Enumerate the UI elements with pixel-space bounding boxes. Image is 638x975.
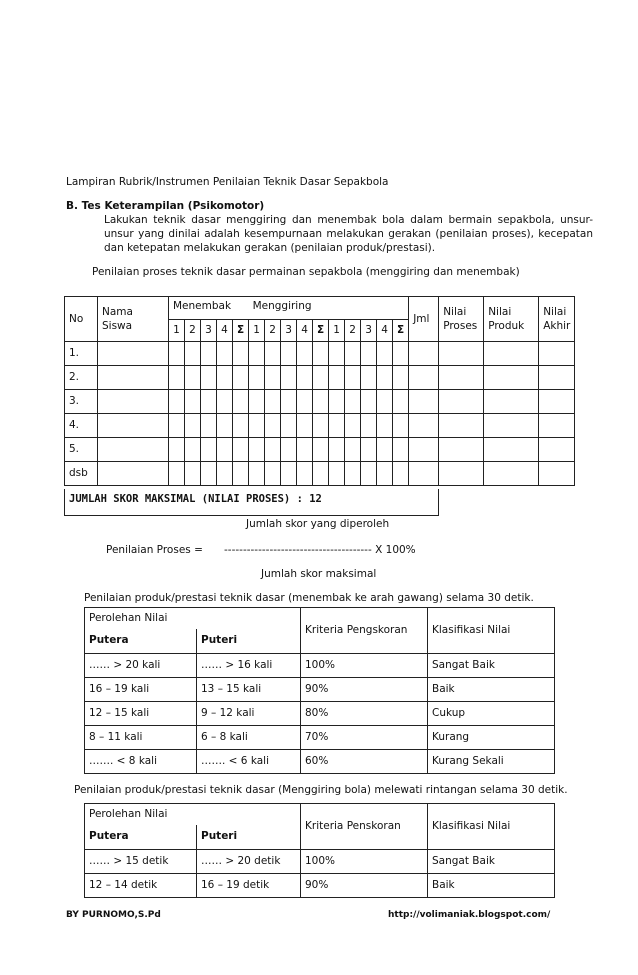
- putera-header: Putera: [85, 629, 197, 654]
- score-cell: [329, 438, 345, 462]
- score-cell: [281, 366, 297, 390]
- score-cell: [233, 462, 249, 486]
- sub-header-sigma: Σ: [393, 320, 409, 342]
- score-cell: [98, 462, 169, 486]
- score-cell: [539, 366, 575, 390]
- sub-header-1: 1: [329, 320, 345, 342]
- process-table: [64, 296, 575, 486]
- sub-header-2: 2: [265, 320, 281, 342]
- score-cell: [361, 390, 377, 414]
- kriteria-header: Kriteria Penskoran: [301, 804, 428, 850]
- score-cell: [439, 462, 484, 486]
- putera-value: …… > 15 detik: [85, 850, 197, 874]
- col-nilai-produk-header: Nilai Produk: [484, 297, 539, 342]
- score-cell: [297, 390, 313, 414]
- score-cell: [185, 414, 201, 438]
- score-cell: [329, 342, 345, 366]
- sub-header-4: 4: [297, 320, 313, 342]
- formula-fraction-line: --------------------------------------- X 100%: [224, 544, 416, 556]
- table-row: [65, 438, 575, 462]
- kriteria-value: 90%: [301, 678, 428, 702]
- score-cell: [265, 438, 281, 462]
- klasifikasi-value: Kurang Sekali: [428, 750, 555, 774]
- score-cell: [281, 390, 297, 414]
- score-cell: [201, 366, 217, 390]
- score-cell: [393, 342, 409, 366]
- score-cell: [98, 366, 169, 390]
- score-cell: [409, 414, 439, 438]
- score-cell: [233, 342, 249, 366]
- row-number: 4.: [65, 414, 98, 438]
- sub-header-sigma: Σ: [313, 320, 329, 342]
- putera-value: 16 – 19 kali: [85, 678, 197, 702]
- klasifikasi-value: Baik: [428, 874, 555, 898]
- score-cell: [249, 462, 265, 486]
- score-cell: [281, 414, 297, 438]
- score-cell: [98, 438, 169, 462]
- table-row: [65, 462, 575, 486]
- score-cell: [249, 438, 265, 462]
- score-cell: [377, 342, 393, 366]
- col-name-header: Nama Siswa: [98, 297, 169, 342]
- score-cell: [393, 366, 409, 390]
- score-cell: [217, 390, 233, 414]
- score-cell: [297, 366, 313, 390]
- table-row: [85, 678, 555, 702]
- score-cell: [484, 414, 539, 438]
- table-row: [65, 366, 575, 390]
- putera-value: 12 – 15 kali: [85, 702, 197, 726]
- sub-header-2: 2: [185, 320, 201, 342]
- score-cell: [345, 438, 361, 462]
- putera-value: 8 – 11 kali: [85, 726, 197, 750]
- kriteria-header: Kriteria Pengskoran: [301, 608, 428, 654]
- score-cell: [233, 414, 249, 438]
- score-cell: [169, 390, 185, 414]
- max-score-text: JUMLAH SKOR MAKSIMAL (NILAI PROSES) : 12: [69, 493, 322, 505]
- score-cell: [484, 366, 539, 390]
- score-cell: [329, 414, 345, 438]
- klasifikasi-value: Baik: [428, 678, 555, 702]
- score-cell: [393, 438, 409, 462]
- score-cell: [297, 342, 313, 366]
- formula-denominator: Jumlah skor maksimal: [261, 568, 377, 580]
- score-cell: [265, 342, 281, 366]
- score-cell: [169, 414, 185, 438]
- klasifikasi-value: Cukup: [428, 702, 555, 726]
- kriteria-value: 90%: [301, 874, 428, 898]
- score-cell: [265, 390, 281, 414]
- score-cell: [169, 366, 185, 390]
- score-cell: [439, 366, 484, 390]
- score-cell: [377, 414, 393, 438]
- score-cell: [249, 414, 265, 438]
- sub-header-3: 3: [201, 320, 217, 342]
- score-cell: [484, 462, 539, 486]
- score-cell: [539, 390, 575, 414]
- score-cell: [377, 438, 393, 462]
- row-number: 5.: [65, 438, 98, 462]
- sub-header-4: 4: [217, 320, 233, 342]
- puteri-value: 13 – 15 kali: [197, 678, 301, 702]
- score-cell: [409, 366, 439, 390]
- score-cell: [361, 438, 377, 462]
- klasifikasi-header: Klasifikasi Nilai: [428, 804, 555, 850]
- puteri-value: 6 – 8 kali: [197, 726, 301, 750]
- putera-value: 12 – 14 detik: [85, 874, 197, 898]
- score-cell: [313, 366, 329, 390]
- score-cell: [217, 342, 233, 366]
- table-row: [65, 414, 575, 438]
- score-cell: [233, 438, 249, 462]
- page-heading: Lampiran Rubrik/Instrumen Penilaian Teknik Dasar Sepakbola: [66, 176, 389, 188]
- putera-value: ……. < 8 kali: [85, 750, 197, 774]
- score-cell: [345, 462, 361, 486]
- score-cell: [217, 438, 233, 462]
- score-cell: [185, 342, 201, 366]
- product-table-2: [84, 803, 555, 898]
- row-number: 2.: [65, 366, 98, 390]
- sub-header-2: 2: [345, 320, 361, 342]
- score-cell: [329, 366, 345, 390]
- score-cell: [249, 342, 265, 366]
- table-row: [65, 390, 575, 414]
- puteri-header: Puteri: [197, 629, 301, 654]
- score-cell: [393, 414, 409, 438]
- instruction-paragraph: Lakukan teknik dasar menggiring dan menembak bola dalam bermain sepakbola, unsur-unsur yang dinilai adalah kesempurnaan melakukan gerakan (penilaian proses), kecepatan dan ketepatan melakukan gerakan (penilaian produk/prestasi).: [104, 214, 593, 254]
- score-cell: [201, 462, 217, 486]
- score-cell: [361, 366, 377, 390]
- kriteria-value: 70%: [301, 726, 428, 750]
- score-cell: [377, 462, 393, 486]
- table-row: [85, 702, 555, 726]
- score-cell: [329, 462, 345, 486]
- score-cell: [185, 438, 201, 462]
- table-row: [85, 654, 555, 678]
- perolehan-nilai-header: Perolehan Nilai: [85, 608, 301, 629]
- score-cell: [281, 462, 297, 486]
- score-cell: [265, 414, 281, 438]
- score-cell: [539, 414, 575, 438]
- sub-header-3: 3: [281, 320, 297, 342]
- score-cell: [345, 414, 361, 438]
- score-cell: [439, 438, 484, 462]
- section-title: B. Tes Keterampilan (Psikomotor): [66, 200, 265, 212]
- score-cell: [265, 462, 281, 486]
- putera-header: Putera: [85, 825, 197, 850]
- sub-header-1: 1: [169, 320, 185, 342]
- klasifikasi-value: Kurang: [428, 726, 555, 750]
- klasifikasi-value: Sangat Baik: [428, 850, 555, 874]
- score-cell: [185, 366, 201, 390]
- max-score-box: [64, 489, 439, 516]
- col-menggiring-header: Menggiring: [249, 297, 409, 320]
- score-cell: [361, 462, 377, 486]
- score-cell: [361, 342, 377, 366]
- kriteria-value: 60%: [301, 750, 428, 774]
- col-menembak-header: Menembak: [169, 297, 249, 320]
- score-cell: [233, 366, 249, 390]
- score-cell: [345, 342, 361, 366]
- score-cell: [313, 438, 329, 462]
- score-cell: [345, 390, 361, 414]
- col-no-header: No: [65, 297, 98, 342]
- score-cell: [249, 366, 265, 390]
- score-cell: [313, 342, 329, 366]
- score-cell: [297, 414, 313, 438]
- col-jml-header: Jml: [409, 297, 439, 342]
- score-cell: [201, 438, 217, 462]
- score-cell: [201, 342, 217, 366]
- score-cell: [265, 366, 281, 390]
- score-cell: [98, 342, 169, 366]
- product-table-1: [84, 607, 555, 774]
- score-cell: [439, 342, 484, 366]
- score-cell: [539, 462, 575, 486]
- kriteria-value: 100%: [301, 654, 428, 678]
- score-cell: [217, 462, 233, 486]
- score-cell: [281, 438, 297, 462]
- sub-header-4: 4: [377, 320, 393, 342]
- sub-header-1: 1: [249, 320, 265, 342]
- process-table-caption: Penilaian proses teknik dasar permainan sepakbola (menggiring dan menembak): [92, 266, 520, 278]
- score-cell: [201, 414, 217, 438]
- formula-numerator: Jumlah skor yang diperoleh: [246, 518, 390, 530]
- score-cell: [313, 414, 329, 438]
- score-cell: [329, 390, 345, 414]
- score-cell: [409, 462, 439, 486]
- score-cell: [377, 366, 393, 390]
- score-cell: [539, 438, 575, 462]
- score-cell: [98, 414, 169, 438]
- score-cell: [409, 342, 439, 366]
- score-cell: [185, 390, 201, 414]
- product-table-1-caption: Penilaian produk/prestasi teknik dasar (menembak ke arah gawang) selama 30 detik.: [84, 592, 534, 604]
- row-number: 3.: [65, 390, 98, 414]
- score-cell: [539, 342, 575, 366]
- score-cell: [409, 438, 439, 462]
- putera-value: …… > 20 kali: [85, 654, 197, 678]
- footer-url[interactable]: http://volimaniak.blogspot.com/: [388, 910, 551, 920]
- sub-header-3: 3: [361, 320, 377, 342]
- puteri-value: ……. < 6 kali: [197, 750, 301, 774]
- kriteria-value: 80%: [301, 702, 428, 726]
- table-row: [85, 750, 555, 774]
- score-cell: [281, 342, 297, 366]
- footer-author: BY PURNOMO,S.Pd: [66, 910, 161, 920]
- score-cell: [484, 390, 539, 414]
- score-cell: [409, 390, 439, 414]
- score-cell: [169, 342, 185, 366]
- col-nilai-akhir-header: Nilai Akhir: [539, 297, 575, 342]
- puteri-value: …… > 20 detik: [197, 850, 301, 874]
- score-cell: [201, 390, 217, 414]
- kriteria-value: 100%: [301, 850, 428, 874]
- formula-label: Penilaian Proses =: [106, 544, 203, 556]
- score-cell: [249, 390, 265, 414]
- score-cell: [393, 462, 409, 486]
- table-row: [85, 850, 555, 874]
- row-number: dsb: [65, 462, 98, 486]
- puteri-header: Puteri: [197, 825, 301, 850]
- score-cell: [98, 390, 169, 414]
- puteri-value: 16 – 19 detik: [197, 874, 301, 898]
- score-cell: [313, 462, 329, 486]
- score-cell: [297, 462, 313, 486]
- table-row: [85, 726, 555, 750]
- score-cell: [297, 438, 313, 462]
- row-number: 1.: [65, 342, 98, 366]
- klasifikasi-value: Sangat Baik: [428, 654, 555, 678]
- score-cell: [393, 390, 409, 414]
- score-cell: [439, 414, 484, 438]
- sub-header-sigma: Σ: [233, 320, 249, 342]
- score-cell: [217, 366, 233, 390]
- perolehan-nilai-header: Perolehan Nilai: [85, 804, 301, 825]
- score-cell: [484, 342, 539, 366]
- score-cell: [377, 390, 393, 414]
- score-cell: [185, 462, 201, 486]
- score-cell: [439, 390, 484, 414]
- puteri-value: 9 – 12 kali: [197, 702, 301, 726]
- table-row: [65, 342, 575, 366]
- score-cell: [484, 438, 539, 462]
- score-cell: [313, 390, 329, 414]
- score-cell: [233, 390, 249, 414]
- puteri-value: …… > 16 kali: [197, 654, 301, 678]
- score-cell: [169, 438, 185, 462]
- table-row: [85, 874, 555, 898]
- score-cell: [217, 414, 233, 438]
- product-table-2-caption: Penilaian produk/prestasi teknik dasar (Menggiring bola) melewati rintangan selama 30 detik.: [74, 784, 568, 796]
- score-cell: [169, 462, 185, 486]
- col-nilai-proses-header: Nilai Proses: [439, 297, 484, 342]
- score-cell: [345, 366, 361, 390]
- score-cell: [361, 414, 377, 438]
- klasifikasi-header: Klasifikasi Nilai: [428, 608, 555, 654]
